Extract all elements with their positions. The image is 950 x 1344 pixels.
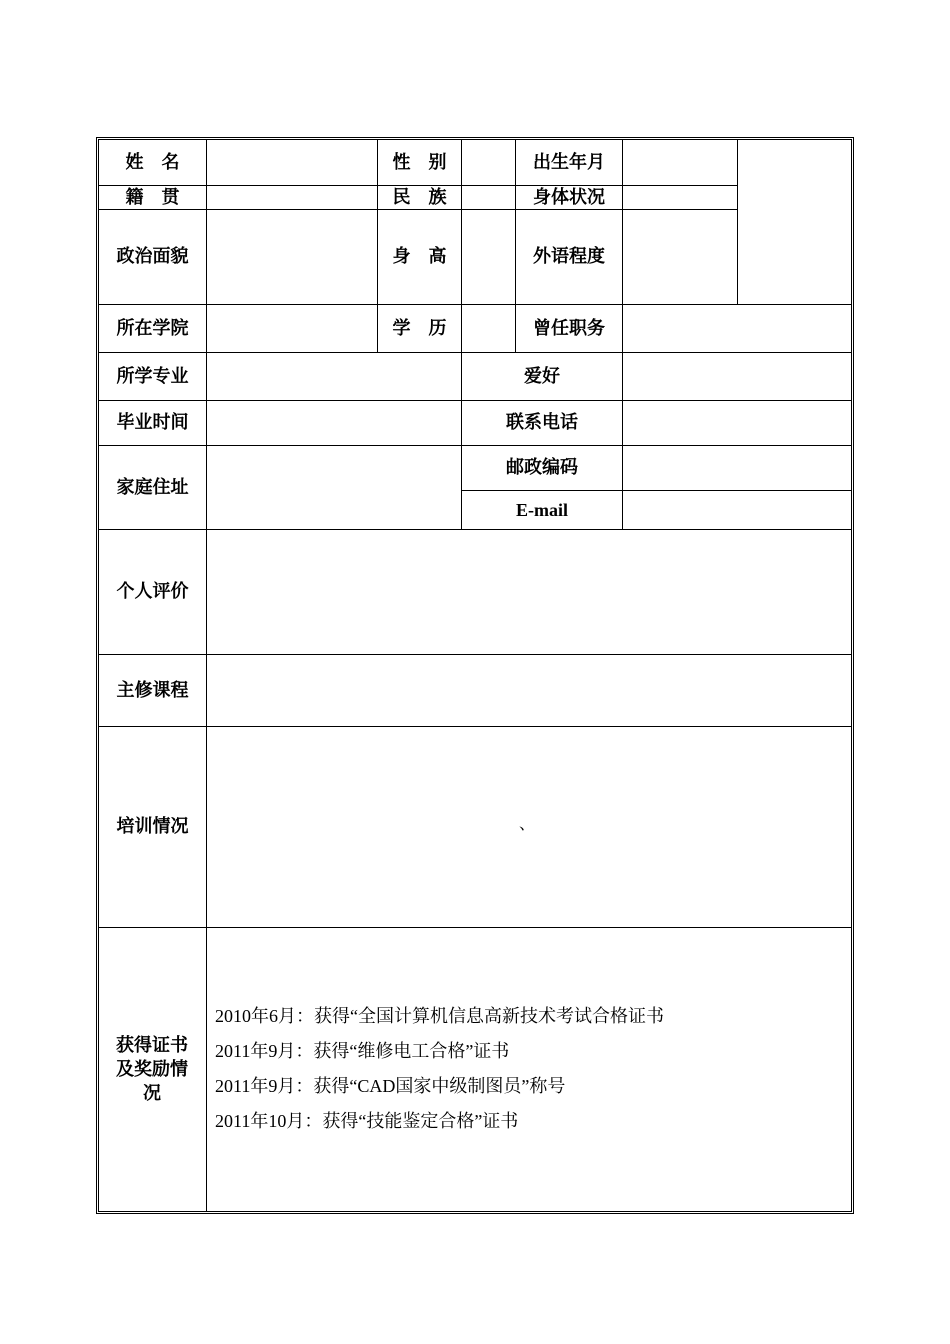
ethnic-field[interactable] [462, 186, 515, 209]
label-training: 培训情况 [116, 816, 189, 837]
awards-list [215, 999, 845, 1139]
training-text: 、 [519, 814, 536, 833]
label-gender: 性 别 [392, 152, 447, 173]
email-field[interactable] [623, 491, 851, 529]
address-field[interactable] [207, 446, 461, 529]
label-language: 外语程度 [533, 246, 605, 267]
major-field[interactable] [207, 353, 461, 400]
height-field[interactable] [462, 210, 515, 304]
list-item: 2011年9月：获得“CAD国家中级制图员”称号 [215, 1076, 566, 1096]
label-health: 身体状况 [533, 186, 605, 208]
label-hobby: 爱好 [524, 365, 560, 387]
label-ethnic: 民 族 [392, 186, 447, 208]
label-courses: 主修课程 [116, 679, 189, 701]
position-field[interactable] [623, 305, 851, 352]
education-field[interactable] [462, 305, 515, 352]
label-self-evaluation: 个人评价 [116, 581, 189, 602]
list-item: 2011年10月：获得“技能鉴定合格”证书 [215, 1111, 519, 1131]
native-field[interactable] [207, 186, 377, 209]
rule [98, 927, 852, 928]
label-major: 所学专业 [116, 365, 189, 387]
courses-field[interactable] [207, 655, 851, 726]
label-phone: 联系电话 [506, 412, 578, 433]
graduation-field[interactable] [207, 401, 461, 445]
language-field[interactable] [623, 210, 737, 304]
rule [98, 1211, 852, 1212]
gender-field[interactable] [462, 140, 515, 185]
college-field[interactable] [207, 305, 377, 352]
self-evaluation-field[interactable] [207, 530, 851, 654]
phone-field[interactable] [623, 401, 851, 445]
label-education: 学 历 [392, 317, 447, 339]
label-graduation: 毕业时间 [116, 412, 189, 433]
resume-form [98, 139, 852, 1212]
political-field[interactable] [207, 210, 377, 304]
label-awards: 获得证书及奖励情况 [116, 1034, 188, 1104]
postcode-field[interactable] [623, 446, 851, 490]
label-name: 姓 名 [125, 152, 180, 173]
label-height: 身 高 [392, 246, 447, 267]
photo-area[interactable] [738, 140, 851, 304]
label-address: 家庭住址 [116, 476, 189, 498]
label-position: 曾任职务 [533, 317, 605, 339]
health-field[interactable] [623, 186, 737, 209]
hobby-field[interactable] [623, 353, 851, 400]
label-email: E-mail [516, 500, 568, 520]
label-college: 所在学院 [116, 317, 189, 339]
birth-field[interactable] [623, 140, 737, 185]
list-item: 2010年6月：获得“全国计算机信息高新技术考试合格证书 [215, 1006, 664, 1026]
label-birth: 出生年月 [533, 152, 605, 173]
name-field[interactable] [207, 140, 377, 185]
rule [851, 139, 852, 1212]
list-item: 2011年9月：获得“维修电工合格”证书 [215, 1041, 510, 1061]
label-political: 政治面貌 [116, 246, 189, 267]
label-native: 籍 贯 [125, 186, 180, 208]
label-postcode: 邮政编码 [506, 457, 578, 478]
training-field[interactable] [207, 727, 851, 927]
